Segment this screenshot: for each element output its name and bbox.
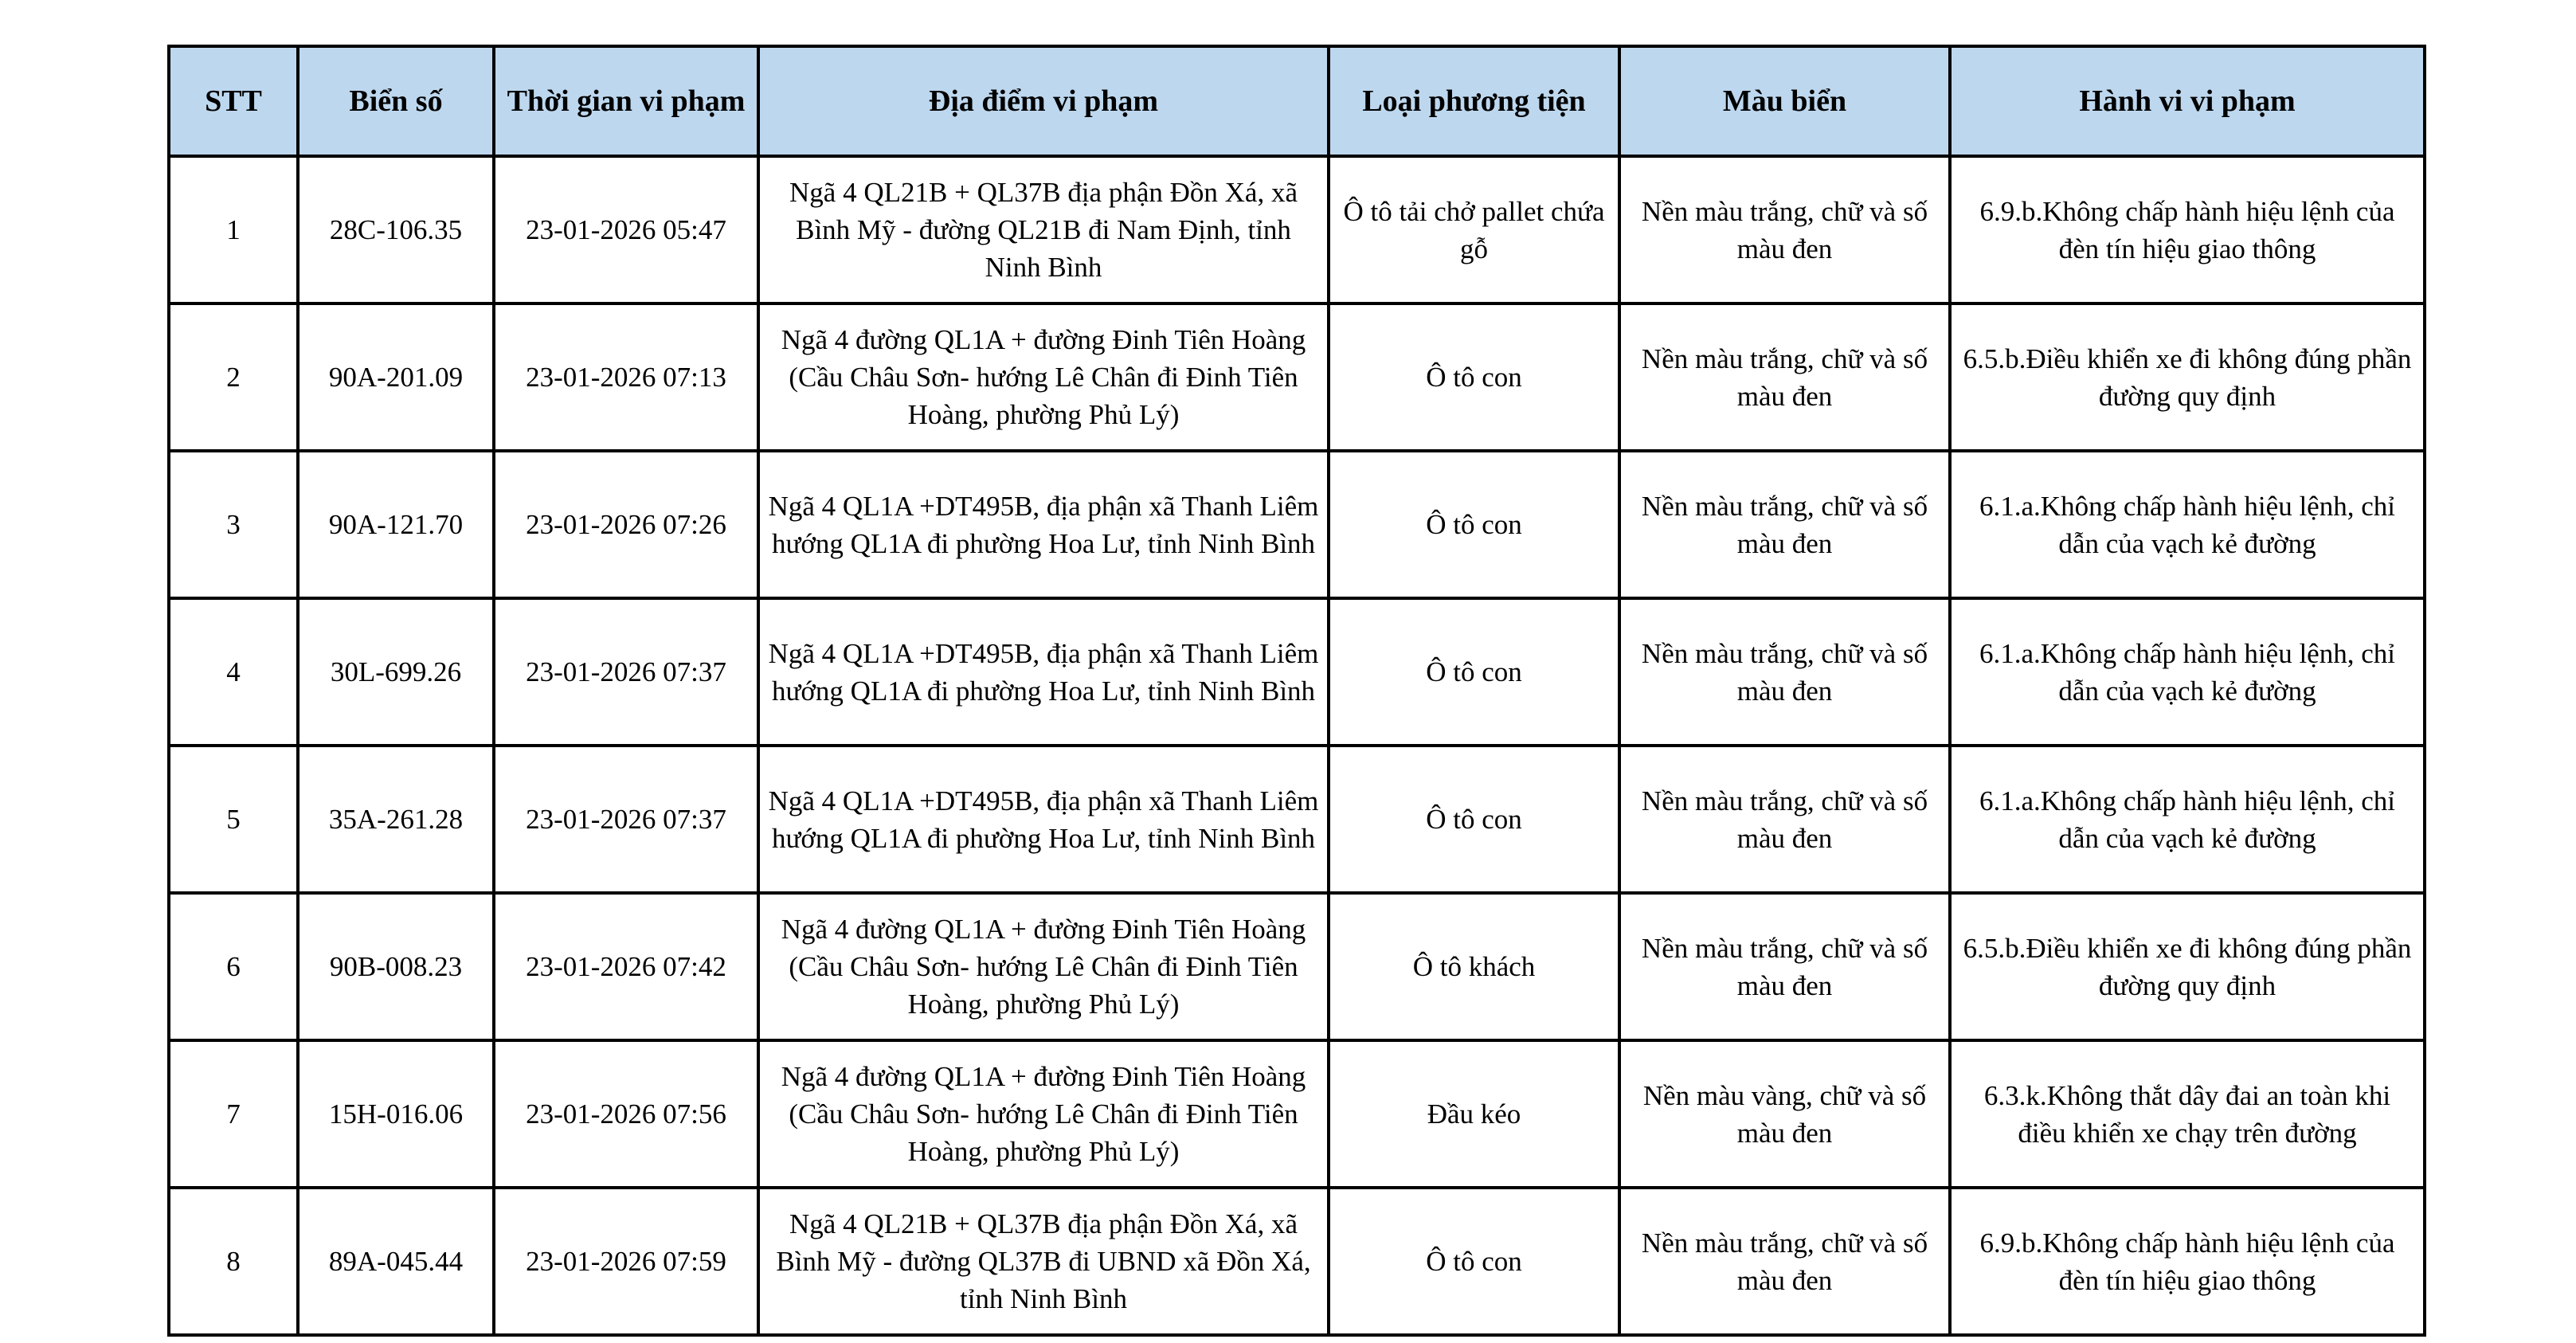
cell-violation: 6.1.a.Không chấp hành hiệu lệnh, chỉ dẫn của vạch kẻ đường — [1950, 598, 2425, 746]
cell-location: Ngã 4 QL21B + QL37B địa phận Đồn Xá, xã Bình Mỹ - đường QL37B đi UBND xã Đồn Xá, tỉnh Ninh Bình — [758, 1188, 1329, 1335]
cell-location: Ngã 4 QL1A +DT495B, địa phận xã Thanh Liêm hướng QL1A đi phường Hoa Lư, tỉnh Ninh Bình — [758, 746, 1329, 893]
table-row — [169, 303, 2425, 451]
cell-plate-color: Nền màu trắng, chữ và số màu đen — [1619, 303, 1950, 451]
cell-vehicle-type: Đầu kéo — [1329, 1040, 1619, 1188]
cell-time: 23-01-2026 07:56 — [494, 1040, 758, 1188]
violations-table — [167, 45, 2426, 1337]
cell-violation: 6.1.a.Không chấp hành hiệu lệnh, chỉ dẫn của vạch kẻ đường — [1950, 451, 2425, 598]
cell-stt: 1 — [169, 156, 298, 303]
cell-vehicle-type: Ô tô con — [1329, 746, 1619, 893]
document-page — [167, 45, 2423, 1337]
header-vehicle-type: Loại phương tiện — [1329, 46, 1619, 156]
cell-vehicle-type: Ô tô tải chở pallet chứa gỗ — [1329, 156, 1619, 303]
table-row — [169, 598, 2425, 746]
header-row — [169, 46, 2425, 156]
cell-location: Ngã 4 QL1A +DT495B, địa phận xã Thanh Liêm hướng QL1A đi phường Hoa Lư, tỉnh Ninh Bình — [758, 451, 1329, 598]
table-row — [169, 893, 2425, 1040]
cell-vehicle-type: Ô tô con — [1329, 303, 1619, 451]
cell-location: Ngã 4 đường QL1A + đường Đinh Tiên Hoàng (Cầu Châu Sơn- hướng Lê Chân đi Đinh Tiên Hoàng, phường Phủ Lý) — [758, 893, 1329, 1040]
cell-stt: 7 — [169, 1040, 298, 1188]
cell-time: 23-01-2026 07:59 — [494, 1188, 758, 1335]
cell-plate: 35A-261.28 — [298, 746, 494, 893]
cell-plate: 90A-201.09 — [298, 303, 494, 451]
table-row — [169, 746, 2425, 893]
table-row — [169, 451, 2425, 598]
cell-violation: 6.3.k.Không thắt dây đai an toàn khi điều khiển xe chạy trên đường — [1950, 1040, 2425, 1188]
cell-violation: 6.9.b.Không chấp hành hiệu lệnh của đèn tín hiệu giao thông — [1950, 1188, 2425, 1335]
cell-time: 23-01-2026 07:26 — [494, 451, 758, 598]
cell-stt: 6 — [169, 893, 298, 1040]
cell-plate-color: Nền màu trắng, chữ và số màu đen — [1619, 451, 1950, 598]
cell-vehicle-type: Ô tô khách — [1329, 893, 1619, 1040]
cell-plate-color: Nền màu trắng, chữ và số màu đen — [1619, 1188, 1950, 1335]
table-body — [169, 156, 2425, 1335]
cell-plate-color: Nền màu trắng, chữ và số màu đen — [1619, 598, 1950, 746]
cell-stt: 4 — [169, 598, 298, 746]
cell-plate-color: Nền màu vàng, chữ và số màu đen — [1619, 1040, 1950, 1188]
cell-plate-color: Nền màu trắng, chữ và số màu đen — [1619, 156, 1950, 303]
cell-time: 23-01-2026 07:13 — [494, 303, 758, 451]
table-row — [169, 1040, 2425, 1188]
cell-plate: 28C-106.35 — [298, 156, 494, 303]
cell-violation: 6.1.a.Không chấp hành hiệu lệnh, chỉ dẫn của vạch kẻ đường — [1950, 746, 2425, 893]
cell-violation: 6.5.b.Điều khiển xe đi không đúng phần đường quy định — [1950, 303, 2425, 451]
cell-stt: 3 — [169, 451, 298, 598]
table-header — [169, 46, 2425, 156]
cell-violation: 6.5.b.Điều khiển xe đi không đúng phần đường quy định — [1950, 893, 2425, 1040]
cell-plate: 90B-008.23 — [298, 893, 494, 1040]
table-row — [169, 1188, 2425, 1335]
header-plate: Biển số — [298, 46, 494, 156]
header-location: Địa điểm vi phạm — [758, 46, 1329, 156]
header-time: Thời gian vi phạm — [494, 46, 758, 156]
header-violation: Hành vi vi phạm — [1950, 46, 2425, 156]
header-plate-color: Màu biển — [1619, 46, 1950, 156]
table-row — [169, 156, 2425, 303]
cell-vehicle-type: Ô tô con — [1329, 451, 1619, 598]
cell-location: Ngã 4 đường QL1A + đường Đinh Tiên Hoàng (Cầu Châu Sơn- hướng Lê Chân đi Đinh Tiên Hoàng, phường Phủ Lý) — [758, 303, 1329, 451]
cell-stt: 5 — [169, 746, 298, 893]
cell-location: Ngã 4 QL1A +DT495B, địa phận xã Thanh Liêm hướng QL1A đi phường Hoa Lư, tỉnh Ninh Bình — [758, 598, 1329, 746]
cell-plate: 15H-016.06 — [298, 1040, 494, 1188]
header-stt: STT — [169, 46, 298, 156]
cell-vehicle-type: Ô tô con — [1329, 598, 1619, 746]
cell-violation: 6.9.b.Không chấp hành hiệu lệnh của đèn tín hiệu giao thông — [1950, 156, 2425, 303]
cell-location: Ngã 4 đường QL1A + đường Đinh Tiên Hoàng (Cầu Châu Sơn- hướng Lê Chân đi Đinh Tiên Hoàng, phường Phủ Lý) — [758, 1040, 1329, 1188]
cell-location: Ngã 4 QL21B + QL37B địa phận Đồn Xá, xã Bình Mỹ - đường QL21B đi Nam Định, tỉnh Ninh Bình — [758, 156, 1329, 303]
cell-time: 23-01-2026 07:37 — [494, 746, 758, 893]
cell-plate-color: Nền màu trắng, chữ và số màu đen — [1619, 893, 1950, 1040]
cell-vehicle-type: Ô tô con — [1329, 1188, 1619, 1335]
cell-plate: 89A-045.44 — [298, 1188, 494, 1335]
cell-time: 23-01-2026 07:42 — [494, 893, 758, 1040]
cell-plate: 90A-121.70 — [298, 451, 494, 598]
cell-plate: 30L-699.26 — [298, 598, 494, 746]
cell-plate-color: Nền màu trắng, chữ và số màu đen — [1619, 746, 1950, 893]
cell-time: 23-01-2026 07:37 — [494, 598, 758, 746]
cell-stt: 2 — [169, 303, 298, 451]
cell-stt: 8 — [169, 1188, 298, 1335]
cell-time: 23-01-2026 05:47 — [494, 156, 758, 303]
